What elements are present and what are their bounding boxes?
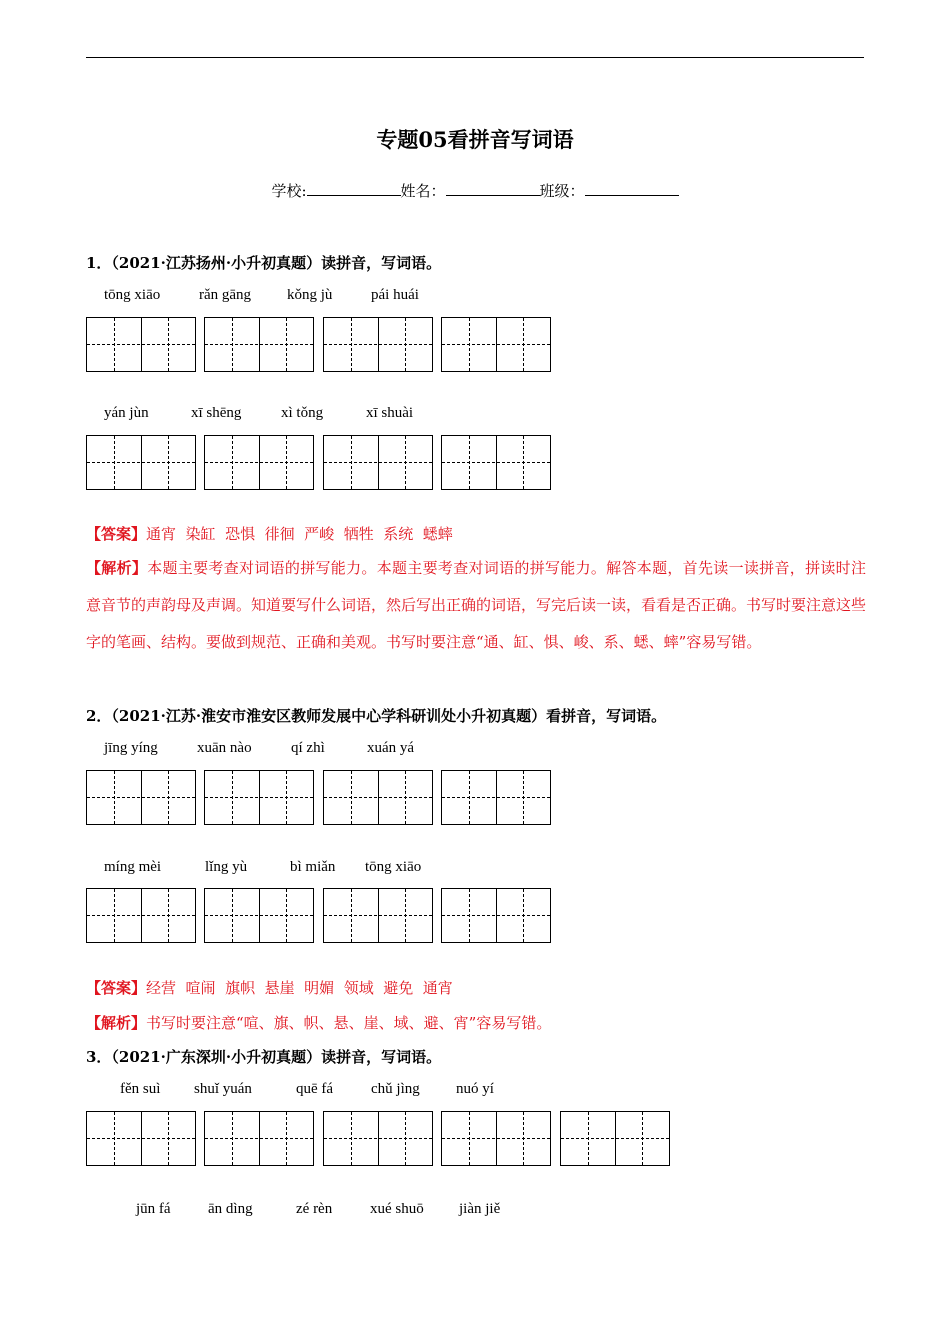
answer-text: 经营 喧闹 旗帜 悬崖 明媚 领域 避免 通宵 [146,979,453,997]
pinyin: tōng xiāo [365,859,422,875]
class-blank[interactable] [585,181,679,196]
writing-grid[interactable] [204,888,314,943]
pinyin: xuán yá [367,740,415,756]
pinyin: rǎn gāng [199,287,252,303]
writing-grid[interactable] [441,1111,551,1166]
answer-label: 【答案】 [86,525,147,543]
analysis-text: 书写时要注意“喧、旗、帜、悬、崖、域、避、宵”容易写错。 [146,1014,552,1032]
writing-grid[interactable] [86,317,196,372]
page-title: 专题05看拼音写词语 [376,127,574,152]
pinyin: xī shēng [191,405,242,421]
question-2-header: 2．（2021·江苏·淮安市淮安区教师发展中心学科研训处小升初真题）看拼音，写词语。 [86,707,667,725]
school-blank[interactable] [307,181,401,196]
writing-grid[interactable] [86,888,196,943]
writing-grid[interactable] [86,770,196,825]
pinyin: pái huái [371,287,419,303]
writing-grid[interactable] [323,435,433,490]
pinyin: fěn suì [120,1081,161,1097]
answer-text: 通宵 染缸 恐惧 徘徊 严峻 牺牲 系统 蟋蟀 [146,525,453,543]
pinyin: jūn fá [136,1201,171,1217]
pinyin: yán jùn [104,405,149,421]
writing-grid[interactable] [204,770,314,825]
pinyin: lǐng yù [205,859,248,875]
pinyin: quē fá [296,1081,334,1097]
writing-grid[interactable] [441,888,551,943]
writing-grid[interactable] [86,1111,196,1166]
pinyin: kǒng jù [287,287,333,303]
pinyin: chǔ jìng [371,1081,420,1097]
writing-grid[interactable] [323,888,433,943]
pinyin: xuān nào [197,740,252,756]
question-1-header: 1．（2021·江苏扬州·小升初真题）读拼音，写词语。 [86,254,442,272]
pinyin: qí zhì [291,740,325,756]
writing-grid[interactable] [441,770,551,825]
student-info-line [0,180,950,201]
pinyin: zé rèn [296,1201,333,1217]
pinyin: tōng xiāo [104,287,161,303]
writing-grid[interactable] [323,770,433,825]
writing-grid[interactable] [441,435,551,490]
writing-grid[interactable] [204,435,314,490]
pinyin: ān dìng [208,1201,253,1217]
pinyin: shuǐ yuán [194,1081,252,1097]
question-3-header: 3．（2021·广东深圳·小升初真题）读拼音，写词语。 [86,1048,442,1066]
pinyin: xì tǒng [281,405,324,421]
pinyin: jīng yíng [104,740,158,756]
analysis-2 [86,1012,551,1033]
analysis-label: 【解析】 [86,559,148,577]
pinyin: xī shuài [366,405,414,421]
school-label: 学校: [271,182,307,200]
writing-grid[interactable] [204,1111,314,1166]
analysis-1 [86,550,866,661]
analysis-text: 本题主要考查对词语的拼写能力。本题主要考查对词语的拼写能力。解答本题，首先读一读拼音，拼读时注意音节的声韵母及声调。知道要写什么词语，然后写出正确的词语，写完后读一读，看看是否正确。书写时要注意这些字的笔画、结构。要做到规范、正确和美观。书写时要注意“通、缸、惧、峻、系、蟋、蟀”容易写错。 [86,559,867,651]
pinyin: míng mèi [104,859,162,875]
class-label: 班级： [539,182,585,200]
name-blank[interactable] [446,181,540,196]
answer-1 [86,523,453,544]
pinyin: jiàn jiě [459,1201,501,1217]
answer-2 [86,977,453,998]
writing-grid[interactable] [441,317,551,372]
header-rule [86,57,864,58]
pinyin: xué shuō [370,1201,424,1217]
writing-grid[interactable] [560,1111,670,1166]
writing-grid[interactable] [323,1111,433,1166]
answer-label: 【答案】 [86,979,147,997]
writing-grid[interactable] [204,317,314,372]
pinyin: nuó yí [456,1081,494,1097]
writing-grid[interactable] [323,317,433,372]
analysis-label: 【解析】 [86,1014,147,1032]
writing-grid[interactable] [86,435,196,490]
pinyin: bì miǎn [290,859,336,875]
name-label: 姓名： [400,182,446,200]
